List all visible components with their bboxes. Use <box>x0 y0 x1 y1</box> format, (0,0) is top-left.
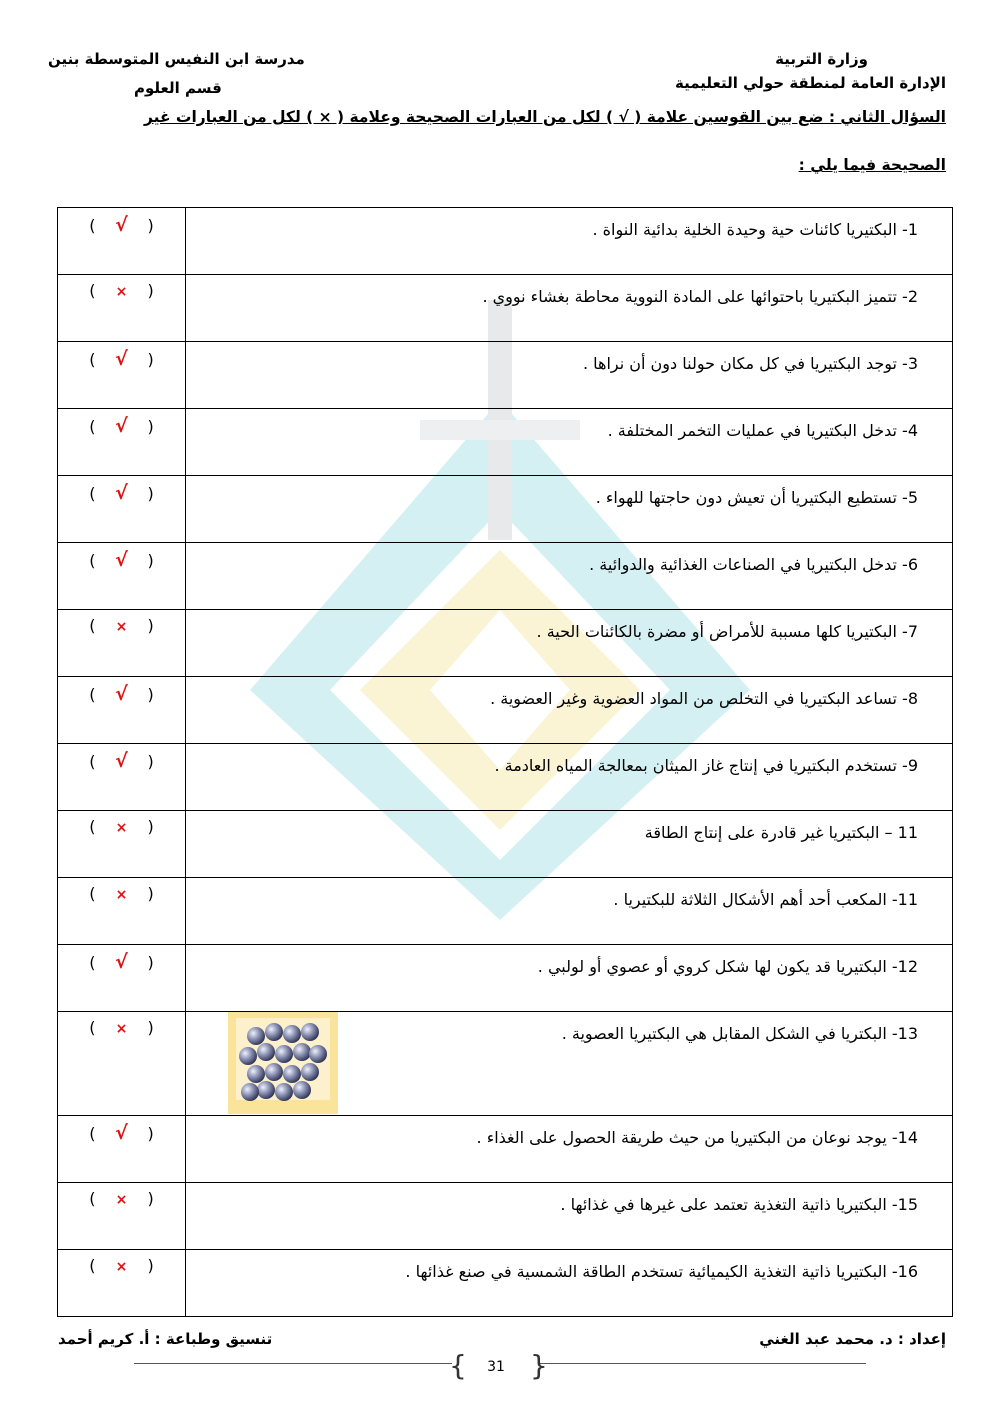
question-row <box>58 543 953 610</box>
cocci-bacteria-image <box>228 1012 338 1114</box>
statement-cell <box>186 945 953 1012</box>
answer-cell[interactable] <box>58 208 186 275</box>
page-bracket-left: { <box>449 1349 467 1382</box>
close-paren: ) <box>147 216 154 235</box>
answer-cell[interactable] <box>58 677 186 744</box>
answer-cell[interactable] <box>58 945 186 1012</box>
statement-text: 3- توجد البكتيريا في كل مكان حولنا دون أن نراها . <box>582 354 918 373</box>
question-row <box>58 1116 953 1183</box>
open-paren: ( <box>89 551 96 570</box>
open-paren: ( <box>89 1189 96 1208</box>
coordination-credit: تنسيق وطباعة : أ. كريم أحمد <box>58 1330 273 1348</box>
open-paren: ( <box>89 1018 96 1037</box>
question-row <box>58 677 953 744</box>
answer-cell[interactable] <box>58 476 186 543</box>
statement-cell <box>186 677 953 744</box>
answer-mark: √ <box>115 683 128 705</box>
close-paren: ) <box>147 685 154 704</box>
answer-mark: × <box>115 284 128 300</box>
close-paren: ) <box>147 1018 154 1037</box>
question-row <box>58 476 953 543</box>
question-row <box>58 208 953 275</box>
question-row <box>58 744 953 811</box>
answer-mark: √ <box>115 214 128 236</box>
answer-mark: √ <box>115 750 128 772</box>
open-paren: ( <box>89 752 96 771</box>
statement-cell <box>186 409 953 476</box>
statement-cell <box>186 1250 953 1317</box>
open-paren: ( <box>89 817 96 836</box>
close-paren: ) <box>147 817 154 836</box>
answer-mark: × <box>115 619 128 635</box>
answer-mark: × <box>115 1192 128 1208</box>
answer-cell[interactable] <box>58 1183 186 1250</box>
department-name: قسم العلوم <box>134 79 222 97</box>
statement-text: 4- تدخل البكتيريا في عمليات التخمر المختلفة . <box>607 421 918 440</box>
answer-mark: × <box>115 820 128 836</box>
close-paren: ) <box>147 1124 154 1143</box>
close-paren: ) <box>147 752 154 771</box>
statement-cell <box>186 208 953 275</box>
question-row <box>58 275 953 342</box>
open-paren: ( <box>89 484 96 503</box>
close-paren: ) <box>147 350 154 369</box>
open-paren: ( <box>89 685 96 704</box>
question-row <box>58 878 953 945</box>
district-name: الإدارة العامة لمنطقة حولي التعليمية <box>674 74 946 92</box>
statement-text: 12- البكتيريا قد يكون لها شكل كروي أو عصوي أو لولبي . <box>537 957 918 976</box>
answer-mark: × <box>115 1259 128 1275</box>
statement-cell <box>186 1012 953 1116</box>
statement-cell <box>186 342 953 409</box>
answer-mark: √ <box>115 1122 128 1144</box>
answer-cell[interactable] <box>58 275 186 342</box>
statement-text: 2- تتميز البكتيريا باحتوائها على المادة النووية محاطة بغشاء نووي . <box>482 287 918 306</box>
statement-text: 16- البكتيريا ذاتية التغذية الكيميائية تستخدم الطاقة الشمسية في صنع غذائها . <box>405 1262 918 1281</box>
open-paren: ( <box>89 1256 96 1275</box>
statement-cell <box>186 543 953 610</box>
answer-mark: √ <box>115 415 128 437</box>
statement-text: 11 – البكتيريا غير قادرة على إنتاج الطاقة <box>644 823 918 842</box>
answer-mark: √ <box>115 951 128 973</box>
close-paren: ) <box>147 884 154 903</box>
close-paren: ) <box>147 281 154 300</box>
prepared-by: إعداد : د. محمد عبد الغني <box>759 1330 946 1348</box>
question-row <box>58 610 953 677</box>
page-bracket-right: } <box>530 1349 548 1382</box>
questions-table <box>57 207 953 1317</box>
open-paren: ( <box>89 616 96 635</box>
close-paren: ) <box>147 417 154 436</box>
open-paren: ( <box>89 216 96 235</box>
answer-cell[interactable] <box>58 610 186 677</box>
question-row <box>58 1012 953 1116</box>
close-paren: ) <box>147 616 154 635</box>
statement-cell <box>186 878 953 945</box>
statement-text: 1- البكتيريا كائنات حية وحيدة الخلية بدائية النواة . <box>592 220 918 239</box>
question-title-continued: الصحيحة فيما يلي : <box>798 156 946 174</box>
answer-cell[interactable] <box>58 744 186 811</box>
close-paren: ) <box>147 1256 154 1275</box>
page-number: 31 <box>487 1359 505 1375</box>
answer-mark: × <box>115 887 128 903</box>
close-paren: ) <box>147 1189 154 1208</box>
question-row <box>58 811 953 878</box>
question-row <box>58 342 953 409</box>
question-row <box>58 1183 953 1250</box>
statement-cell <box>186 476 953 543</box>
answer-cell[interactable] <box>58 342 186 409</box>
open-paren: ( <box>89 281 96 300</box>
statement-text: 7- البكتيريا كلها مسببة للأمراض أو مضرة بالكائنات الحية . <box>536 622 918 641</box>
open-paren: ( <box>89 350 96 369</box>
close-paren: ) <box>147 953 154 972</box>
statement-cell <box>186 610 953 677</box>
statement-text: 6- تدخل البكتيريا في الصناعات الغذائية والدوائية . <box>589 555 918 574</box>
question-title: السؤال الثاني : ضع بين القوسين علامة ( √ ) لكل من العبارات الصحيحة وعلامة ( × ) لكل من العبارات غير <box>143 108 946 126</box>
statement-text: 13- البكتريا في الشكل المقابل هي البكتيريا العصوية . <box>561 1024 918 1043</box>
statement-cell <box>186 811 953 878</box>
close-paren: ) <box>147 484 154 503</box>
answer-cell[interactable] <box>58 1012 186 1116</box>
open-paren: ( <box>89 1124 96 1143</box>
statement-text: 9- تستخدم البكتيريا في إنتاج غاز الميثان بمعالجة المياه العادمة . <box>494 756 918 775</box>
footer-line-right <box>540 1363 866 1364</box>
statement-text: 11- المكعب أحد أهم الأشكال الثلاثة للبكتيريا . <box>613 890 918 909</box>
statement-cell <box>186 1183 953 1250</box>
question-row <box>58 409 953 476</box>
answer-cell[interactable] <box>58 409 186 476</box>
answer-mark: × <box>115 1021 128 1037</box>
answer-cell[interactable] <box>58 1250 186 1317</box>
answer-mark: √ <box>115 549 128 571</box>
statement-text: 5- تستطيع البكتيريا أن تعيش دون حاجتها للهواء . <box>595 488 918 507</box>
footer-line-left <box>134 1363 452 1364</box>
statement-cell <box>186 275 953 342</box>
question-row <box>58 1250 953 1317</box>
question-row <box>58 945 953 1012</box>
open-paren: ( <box>89 884 96 903</box>
answer-mark: √ <box>115 348 128 370</box>
open-paren: ( <box>89 417 96 436</box>
answer-cell[interactable] <box>58 1116 186 1183</box>
statement-text: 15- البكتيريا ذاتية التغذية تعتمد على غيرها في غذائها . <box>560 1195 918 1214</box>
school-name: مدرسة ابن النفيس المتوسطة بنين <box>48 50 305 68</box>
close-paren: ) <box>147 551 154 570</box>
answer-cell[interactable] <box>58 878 186 945</box>
statement-cell <box>186 1116 953 1183</box>
statement-cell <box>186 744 953 811</box>
ministry-name: وزارة التربية <box>775 50 868 68</box>
statement-text: 14- يوجد نوعان من البكتيريا من حيث طريقة الحصول على الغذاء . <box>476 1128 918 1147</box>
answer-cell[interactable] <box>58 543 186 610</box>
answer-cell[interactable] <box>58 811 186 878</box>
answer-mark: √ <box>115 482 128 504</box>
statement-text: 8- تساعد البكتيريا في التخلص من المواد العضوية وغير العضوية . <box>490 689 918 708</box>
open-paren: ( <box>89 953 96 972</box>
